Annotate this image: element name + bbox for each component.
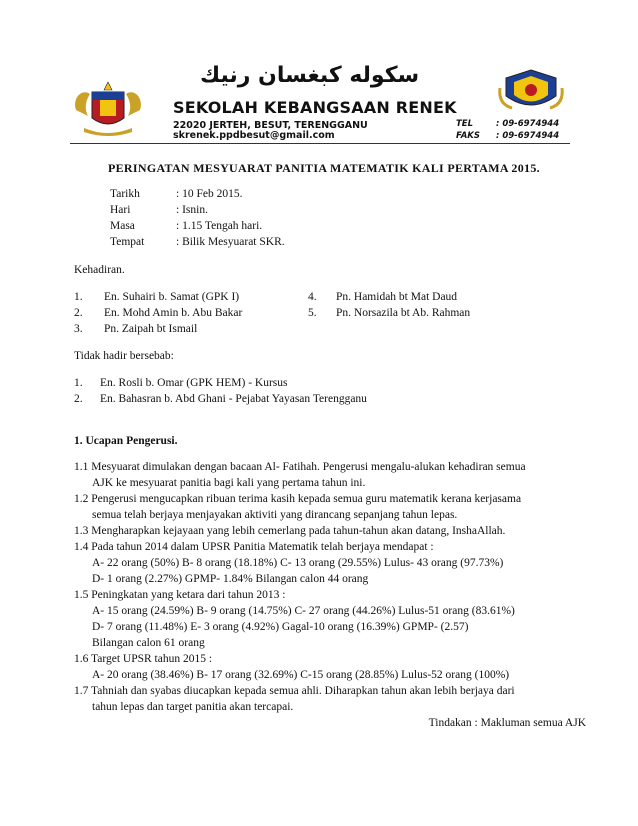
attendee-name: Pn. Norsazila bt Ab. Rahman xyxy=(336,307,471,319)
time-label: Masa xyxy=(110,220,135,232)
state-crest-left-icon xyxy=(70,80,146,138)
date-label: Tarikh xyxy=(110,188,140,200)
absent-name: En. Bahasran b. Abd Ghani - Pejabat Yayasan Terengganu xyxy=(100,393,367,405)
attendee-name: En. Suhairi b. Samat (GPK I) xyxy=(104,291,240,303)
school-email: skrenek.ppdbesut@gmail.com xyxy=(173,130,335,141)
tel-label: TEL xyxy=(456,119,474,129)
minutes-line: 1.5 Peningkatan yang ketara dari tahun 2013 : xyxy=(74,589,286,601)
tel-value: : 09-6974944 xyxy=(496,119,560,129)
attendee-number: 2. xyxy=(74,307,83,319)
attendee-number: 3. xyxy=(74,323,83,335)
minutes-line: semua telah berjaya menjayakan aktiviti yang dirancang sepanjang tahun lepas. xyxy=(92,509,458,521)
absent-number: 1. xyxy=(74,377,83,389)
attendance-heading: Kehadiran. xyxy=(74,264,125,276)
attendee-number: 5. xyxy=(308,307,317,319)
attendee-name: Pn. Hamidah bt Mat Daud xyxy=(336,291,458,303)
minutes-line: tahun lepas dan target panitia akan tercapai. xyxy=(92,701,294,713)
minutes-line: D- 7 orang (11.48%) E- 3 orang (4.92%) Gagal-10 orang (16.39%) GPMP- (2.57) xyxy=(92,621,469,633)
fax-label: FAKS xyxy=(456,131,480,141)
absent-number: 2. xyxy=(74,393,83,405)
day-value: : Isnin. xyxy=(176,204,208,216)
school-address: 22020 JERTEH, BESUT, TERENGGANU xyxy=(173,120,368,131)
date-value: : 10 Feb 2015. xyxy=(176,188,243,200)
minutes-line: A- 22 orang (50%) B- 8 orang (18.18%) C- 13 orang (29.55%) Lulus- 43 orang (97.73%) xyxy=(92,557,504,569)
place-value: : Bilik Mesyuarat SKR. xyxy=(176,236,285,248)
minutes-line: A- 20 orang (38.46%) B- 17 orang (32.69%) C-15 orang (28.85%) Lulus-52 orang (100%) xyxy=(92,669,510,681)
minutes-line: A- 15 orang (24.59%) B- 9 orang (14.75%) C- 27 orang (44.26%) Lulus-51 orang (83.61%) xyxy=(92,605,515,617)
minutes-line: AJK ke mesyuarat panitia bagi kali yang pertama tahun ini. xyxy=(92,477,366,489)
header-divider xyxy=(70,143,570,144)
day-label: Hari xyxy=(110,204,131,216)
fax-value: : 09-6974944 xyxy=(496,131,560,141)
absent-heading: Tidak hadir bersebab: xyxy=(74,350,174,362)
minutes-line: D- 1 orang (2.27%) GPMP- 1.84% Bilangan calon 44 orang xyxy=(92,573,369,585)
minutes-line: 1.2 Pengerusi mengucapkan ribuan terima kasih kepada semua guru matematik kerana kerjasama xyxy=(74,493,522,505)
place-label: Tempat xyxy=(110,236,145,248)
attendee-name: En. Mohd Amin b. Abu Bakar xyxy=(104,307,243,319)
minutes-line: 1.4 Pada tahun 2014 dalam UPSR Panitia Matematik telah berjaya mendapat : xyxy=(74,541,434,553)
minutes-line: 1.3 Mengharapkan kejayaan yang lebih cemerlang pada tahun-tahun akan datang, InshaAllah. xyxy=(74,525,506,537)
action-note: Tindakan : Makluman semua AJK xyxy=(428,717,586,729)
absent-name: En. Rosli b. Omar (GPK HEM) - Kursus xyxy=(100,377,288,389)
minutes-line: Bilangan calon 61 orang xyxy=(92,637,205,649)
school-name: SEKOLAH KEBANGSAAN RENEK xyxy=(173,98,457,117)
minutes-line: 1.7 Tahniah dan syabas diucapkan kepada semua ahli. Diharapkan tahun akan lebih berjaya dari xyxy=(74,685,515,697)
attendee-number: 1. xyxy=(74,291,83,303)
section-heading: 1. Ucapan Pengerusi. xyxy=(74,435,178,447)
school-crest-right-icon xyxy=(496,68,566,116)
attendee-name: Pn. Zaipah bt Ismail xyxy=(104,323,198,335)
school-name-jawi: سكوله كبغسان رنيك xyxy=(200,63,420,88)
minutes-line: 1.1 Mesyuarat dimulakan dengan bacaan Al- Fatihah. Pengerusi mengalu-alukan kehadiran semua xyxy=(74,461,526,473)
time-value: : 1.15 Tengah hari. xyxy=(176,220,263,232)
attendee-number: 4. xyxy=(308,291,317,303)
minutes-line: 1.6 Target UPSR tahun 2015 : xyxy=(74,653,213,665)
document-title: PERINGATAN MESYUARAT PANITIA MATEMATIK KALI PERTAMA 2015. xyxy=(108,161,540,175)
letterhead xyxy=(70,62,570,142)
